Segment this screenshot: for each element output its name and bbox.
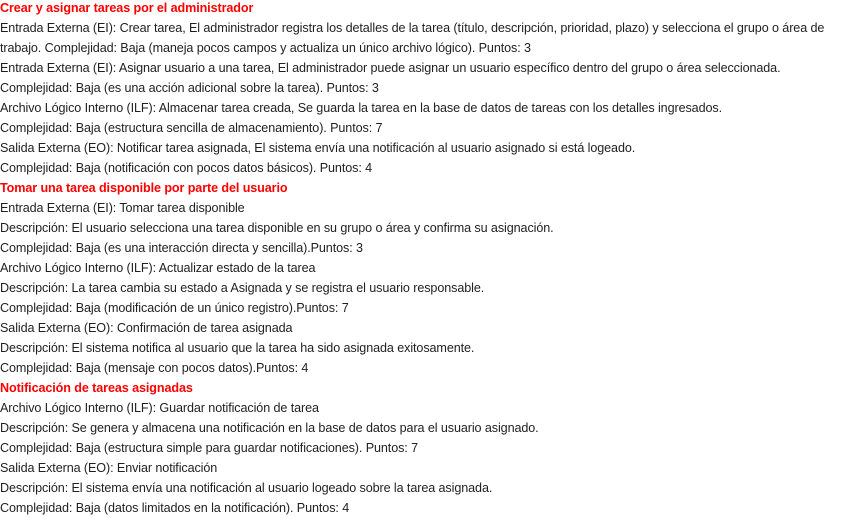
text-line: Complejidad: Baja (estructura sencilla de almacenamiento). Puntos: 7 <box>0 121 383 135</box>
text-line: Descripción: El usuario selecciona una tarea disponible en su grupo o área y confirma su asignación. <box>0 221 554 235</box>
text-line: Salida Externa (EO): Enviar notificación <box>0 461 218 475</box>
text-line: Salida Externa (EO): Notificar tarea asignada, El sistema envía una notificación al usuario asignado si está logeado. <box>0 141 636 155</box>
text-line: Descripción: Se genera y almacena una notificación en la base de datos para el usuario asignado. <box>0 421 539 435</box>
text-line: Descripción: La tarea cambia su estado a Asignada y se registra el usuario responsable. <box>0 281 485 295</box>
text-line: Complejidad: Baja (notificación con pocos datos básicos). Puntos: 4 <box>0 161 373 175</box>
text-line: Entrada Externa (EI): Tomar tarea disponible <box>0 201 245 215</box>
section-heading: Crear y asignar tareas por el administrador <box>0 1 254 15</box>
text-line: Complejidad: Baja (es una interacción directa y sencilla).Puntos: 3 <box>0 241 363 255</box>
text-line: Complejidad: Baja (es una acción adicional sobre la tarea). Puntos: 3 <box>0 81 379 95</box>
text-line: Archivo Lógico Interno (ILF): Almacenar tarea creada, Se guarda la tarea en la base de datos de tareas con los detalles ingresados. <box>0 101 722 115</box>
text-line: Salida Externa (EO): Confirmación de tarea asignada <box>0 321 293 335</box>
text-line: Descripción: El sistema notifica al usuario que la tarea ha sido asignada exitosamente. <box>0 341 475 355</box>
text-line: Entrada Externa (EI): Crear tarea, El administrador registra los detalles de la tarea (título, descripción, prioridad, plazo) y selecciona el grupo o área de <box>0 21 825 35</box>
text-line: Archivo Lógico Interno (ILF): Actualizar estado de la tarea <box>0 261 316 275</box>
text-line: Complejidad: Baja (estructura simple para guardar notificaciones). Puntos: 7 <box>0 441 419 455</box>
text-line: Complejidad: Baja (modificación de un único registro).Puntos: 7 <box>0 301 349 315</box>
text-line: Complejidad: Baja (datos limitados en la notificación). Puntos: 4 <box>0 501 350 515</box>
text-line: Archivo Lógico Interno (ILF): Guardar notificación de tarea <box>0 401 319 415</box>
section-heading: Notificación de tareas asignadas <box>0 381 193 395</box>
section-heading: Tomar una tarea disponible por parte del usuario <box>0 181 288 195</box>
text-line: Entrada Externa (EI): Asignar usuario a una tarea, El administrador puede asignar un usuario específico dentro del grupo o área seleccionada. <box>0 61 781 75</box>
text-line: trabajo. Complejidad: Baja (maneja pocos campos y actualiza un único archivo lógico). Puntos: 3 <box>0 41 531 55</box>
text-line: Descripción: El sistema envía una notificación al usuario logeado sobre la tarea asignada. <box>0 481 493 495</box>
text-line: Complejidad: Baja (mensaje con pocos datos).Puntos: 4 <box>0 361 309 375</box>
